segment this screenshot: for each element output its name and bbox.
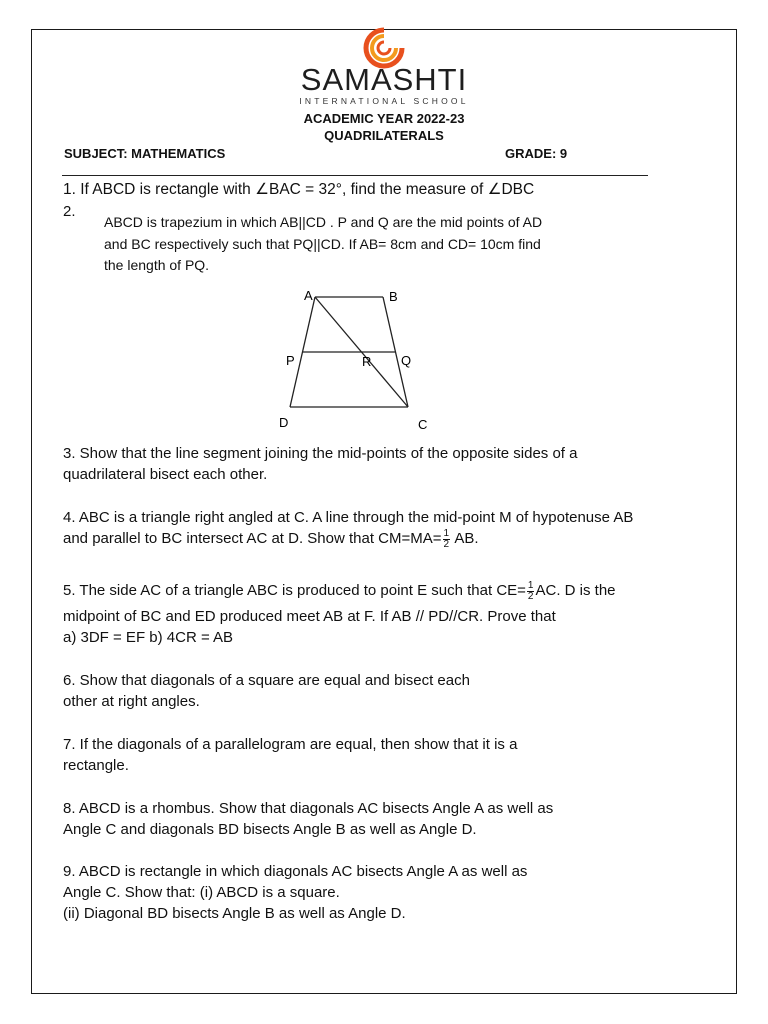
question-4-text-end: AB. <box>451 530 479 547</box>
school-subtitle: INTERNATIONAL SCHOOL <box>299 96 469 106</box>
question-2-text <box>104 212 542 277</box>
question-9-line3: (ii) Diagonal BD bisects Angle B as well as Angle D. <box>63 905 406 922</box>
fraction-one-half <box>527 581 535 602</box>
label-p: P <box>286 353 295 368</box>
school-name: SAMASHTI <box>300 62 468 97</box>
grade-label: GRADE: 9 <box>505 146 568 161</box>
label-r: R <box>362 354 372 369</box>
question-5-text: 5. The side AC of a triangle ABC is produced to point E such that CE= <box>63 582 526 599</box>
question-8-line1: 8. ABCD is a rhombus. Show that diagonals AC bisects Angle A as well as <box>63 800 554 817</box>
question-9-line1: 9. ABCD is rectangle in which diagonals AC bisects Angle A as well as <box>63 863 528 880</box>
question-5-line1 <box>63 580 616 602</box>
question-7-line2: rectangle. <box>63 757 129 774</box>
question-5-line2: midpoint of BC and ED produced meet AB at F. If AB // PD//CR. Prove that <box>63 608 556 625</box>
question-2-line: ABCD is trapezium in which AB||CD . P and Q are the mid points of AD <box>104 214 543 230</box>
fraction-numerator: 1 <box>527 579 534 591</box>
question-6-line2: other at right angles. <box>63 693 200 710</box>
label-q: Q <box>401 353 412 368</box>
label-c: C <box>418 417 428 432</box>
fraction-numerator: 1 <box>443 527 450 539</box>
trapezium-figure <box>270 285 450 435</box>
subject-label: SUBJECT: MATHEMATICS <box>64 146 226 161</box>
question-4-text: and parallel to BC intersect AC at D. Show that CM=MA= <box>63 530 442 547</box>
academic-year: ACADEMIC YEAR 2022-23 <box>303 111 465 126</box>
fraction-denominator: 2 <box>527 590 534 602</box>
question-1: 1. If ABCD is rectangle with ∠BAC = 32°, find the measure of ∠DBC <box>63 181 535 198</box>
question-5-text-end: AC. D is the <box>535 582 616 599</box>
question-9-line2: Angle C. Show that: (i) ABCD is a square. <box>63 884 340 901</box>
question-6-line1: 6. Show that diagonals of a square are equal and bisect each <box>63 672 470 689</box>
topic-title: QUADRILATERALS <box>324 128 444 143</box>
question-4-line1: 4. ABC is a triangle right angled at C. A line through the mid-point M of hypotenuse AB <box>63 509 634 526</box>
header-divider <box>62 175 648 176</box>
question-8-line2: Angle C and diagonals BD bisects Angle B as well as Angle D. <box>63 821 477 838</box>
question-3-line2: quadrilateral bisect each other. <box>63 466 268 483</box>
question-5-line3: a) 3DF = EF b) 4CR = AB <box>63 629 234 646</box>
label-d: D <box>279 415 289 430</box>
question-2-line: and BC respectively such that PQ||CD. If AB= 8cm and CD= 10cm find <box>104 235 541 252</box>
fraction-denominator: 2 <box>443 538 450 550</box>
question-7-line1: 7. If the diagonals of a parallelogram are equal, then show that it is a <box>63 736 518 753</box>
fraction-one-half <box>443 529 451 550</box>
label-a: A <box>304 288 313 303</box>
label-b: B <box>389 289 398 304</box>
question-4-line2 <box>63 528 479 550</box>
question-2-line: the length of PQ. <box>104 257 210 273</box>
question-2-number: 2. <box>63 203 76 220</box>
question-3-line1: 3. Show that the line segment joining the mid-points of the opposite sides of a <box>63 445 578 462</box>
